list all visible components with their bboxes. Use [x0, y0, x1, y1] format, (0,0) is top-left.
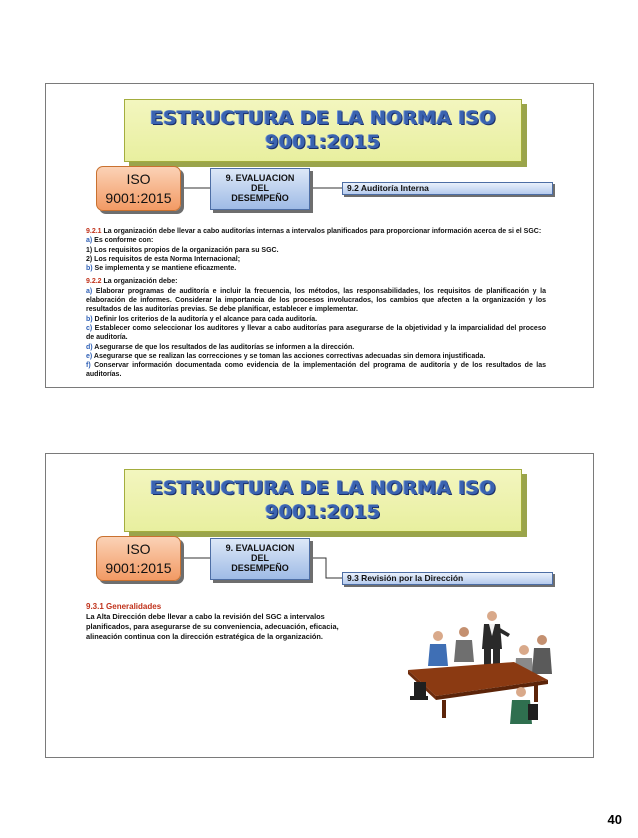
- list-text: 2) Los requisitos de esta Norma Internacional;: [86, 255, 241, 263]
- list-marker: f): [86, 362, 91, 370]
- review-text: [86, 602, 341, 642]
- slide-audit: [45, 83, 594, 388]
- meeting-illustration: [396, 604, 556, 729]
- list-marker: a): [86, 287, 93, 295]
- list-marker: b): [86, 315, 93, 323]
- section-heading: 9.3.1 Generalidades: [86, 602, 162, 611]
- audit-text: [86, 227, 546, 380]
- iso-standard-box: [96, 536, 181, 581]
- list-item: [86, 255, 546, 264]
- eval-line-2: DEL: [251, 553, 269, 563]
- clause-922: 9.2.2 La organización debe:: [86, 278, 178, 286]
- eval-line-1: 9. EVALUACION: [225, 173, 295, 183]
- clause-922-items: [86, 287, 546, 380]
- list-item: [86, 236, 546, 245]
- clause-number: 9.2.2: [86, 278, 102, 286]
- list-text: Es conforme con:: [92, 237, 154, 245]
- list-marker: b): [86, 265, 93, 273]
- list-item: [86, 361, 546, 380]
- list-text: Conservar información documentada como evidencia de la implementación del programa de auditoría y de los resultados de las auditorías.: [86, 362, 546, 379]
- list-marker: e): [86, 352, 93, 360]
- list-text: Establecer como seleccionar los auditores y llevar a cabo auditorías para asegurarse de la objetividad y la imparcialidad del proceso de auditoría.: [86, 324, 546, 342]
- evaluation-box: [210, 168, 310, 210]
- eval-line-3: DESEMPEÑO: [231, 563, 289, 573]
- section-body: La Alta Dirección debe llevar a cabo la revisión del SGC a intervalos planificados, para asegurarse de su conveniencia, adecuación, eficacia, alineación continua con la dirección estratégica de la organización.: [86, 612, 339, 641]
- title-line-1: ESTRUCTURA DE LA NORMA ISO: [150, 477, 496, 499]
- clause-921: 9.2.1 La organización debe llevar a cabo auditorías internas a intervalos planificados para proporcionar información acerca de si el SGC:: [86, 228, 542, 235]
- list-text: Elaborar programas de auditoría e incluir la frecuencia, los métodos, las responsabilidades, los requisitos de planificación y la elaboración de informes. Considerar la importancia de los procesos involucrados, los cambios que afecten a la organización y los resultados de las auditorías previas. Se debe planificar, establecer e implementar.: [86, 287, 546, 314]
- iso-version: 9001:2015: [105, 560, 172, 576]
- eval-line-2: DEL: [251, 183, 269, 193]
- list-item: [86, 287, 546, 315]
- list-marker: d): [86, 343, 93, 351]
- clause-921-items: [86, 236, 546, 273]
- title-line-2: 9001:2015: [265, 501, 381, 523]
- list-item: [86, 315, 546, 324]
- list-marker: c): [86, 324, 93, 332]
- eval-line-3: DESEMPEÑO: [231, 193, 289, 203]
- iso-label: ISO: [126, 541, 151, 557]
- evaluation-box: [210, 538, 310, 580]
- list-item: [86, 324, 546, 343]
- list-text: Asegurarse de que los resultados de las auditorías se informen a la dirección.: [92, 343, 355, 351]
- iso-version: 9001:2015: [105, 190, 172, 206]
- subtopic-box: 9.2 Auditoría Interna: [342, 182, 553, 195]
- iso-standard-box: [96, 166, 181, 211]
- clause-number: 9.2.1: [86, 228, 102, 235]
- title-line-2: 9001:2015: [265, 131, 381, 153]
- list-item: [86, 352, 546, 361]
- list-item: [86, 343, 546, 352]
- list-item: [86, 246, 546, 255]
- list-marker: a): [86, 237, 93, 245]
- iso-label: ISO: [126, 171, 151, 187]
- list-text: Asegurarse que se realizan las correcciones y se toman las acciones correctivas adecuadas sin demora injustificada.: [92, 352, 486, 360]
- list-item: [86, 264, 546, 273]
- list-text: Definir los criterios de la auditoría y el alcance para cada auditoría.: [92, 315, 318, 323]
- list-text: Se implementa y se mantiene eficazmente.: [92, 265, 237, 273]
- page-number: 40: [607, 812, 622, 827]
- eval-line-1: 9. EVALUACION: [225, 543, 295, 553]
- title-line-1: ESTRUCTURA DE LA NORMA ISO: [150, 107, 496, 129]
- subtopic-box: 9.3 Revisión por la Dirección: [342, 572, 553, 585]
- slide-management-review: [45, 453, 594, 758]
- list-text: 1) Los requisitos propios de la organización para su SGC.: [86, 246, 279, 254]
